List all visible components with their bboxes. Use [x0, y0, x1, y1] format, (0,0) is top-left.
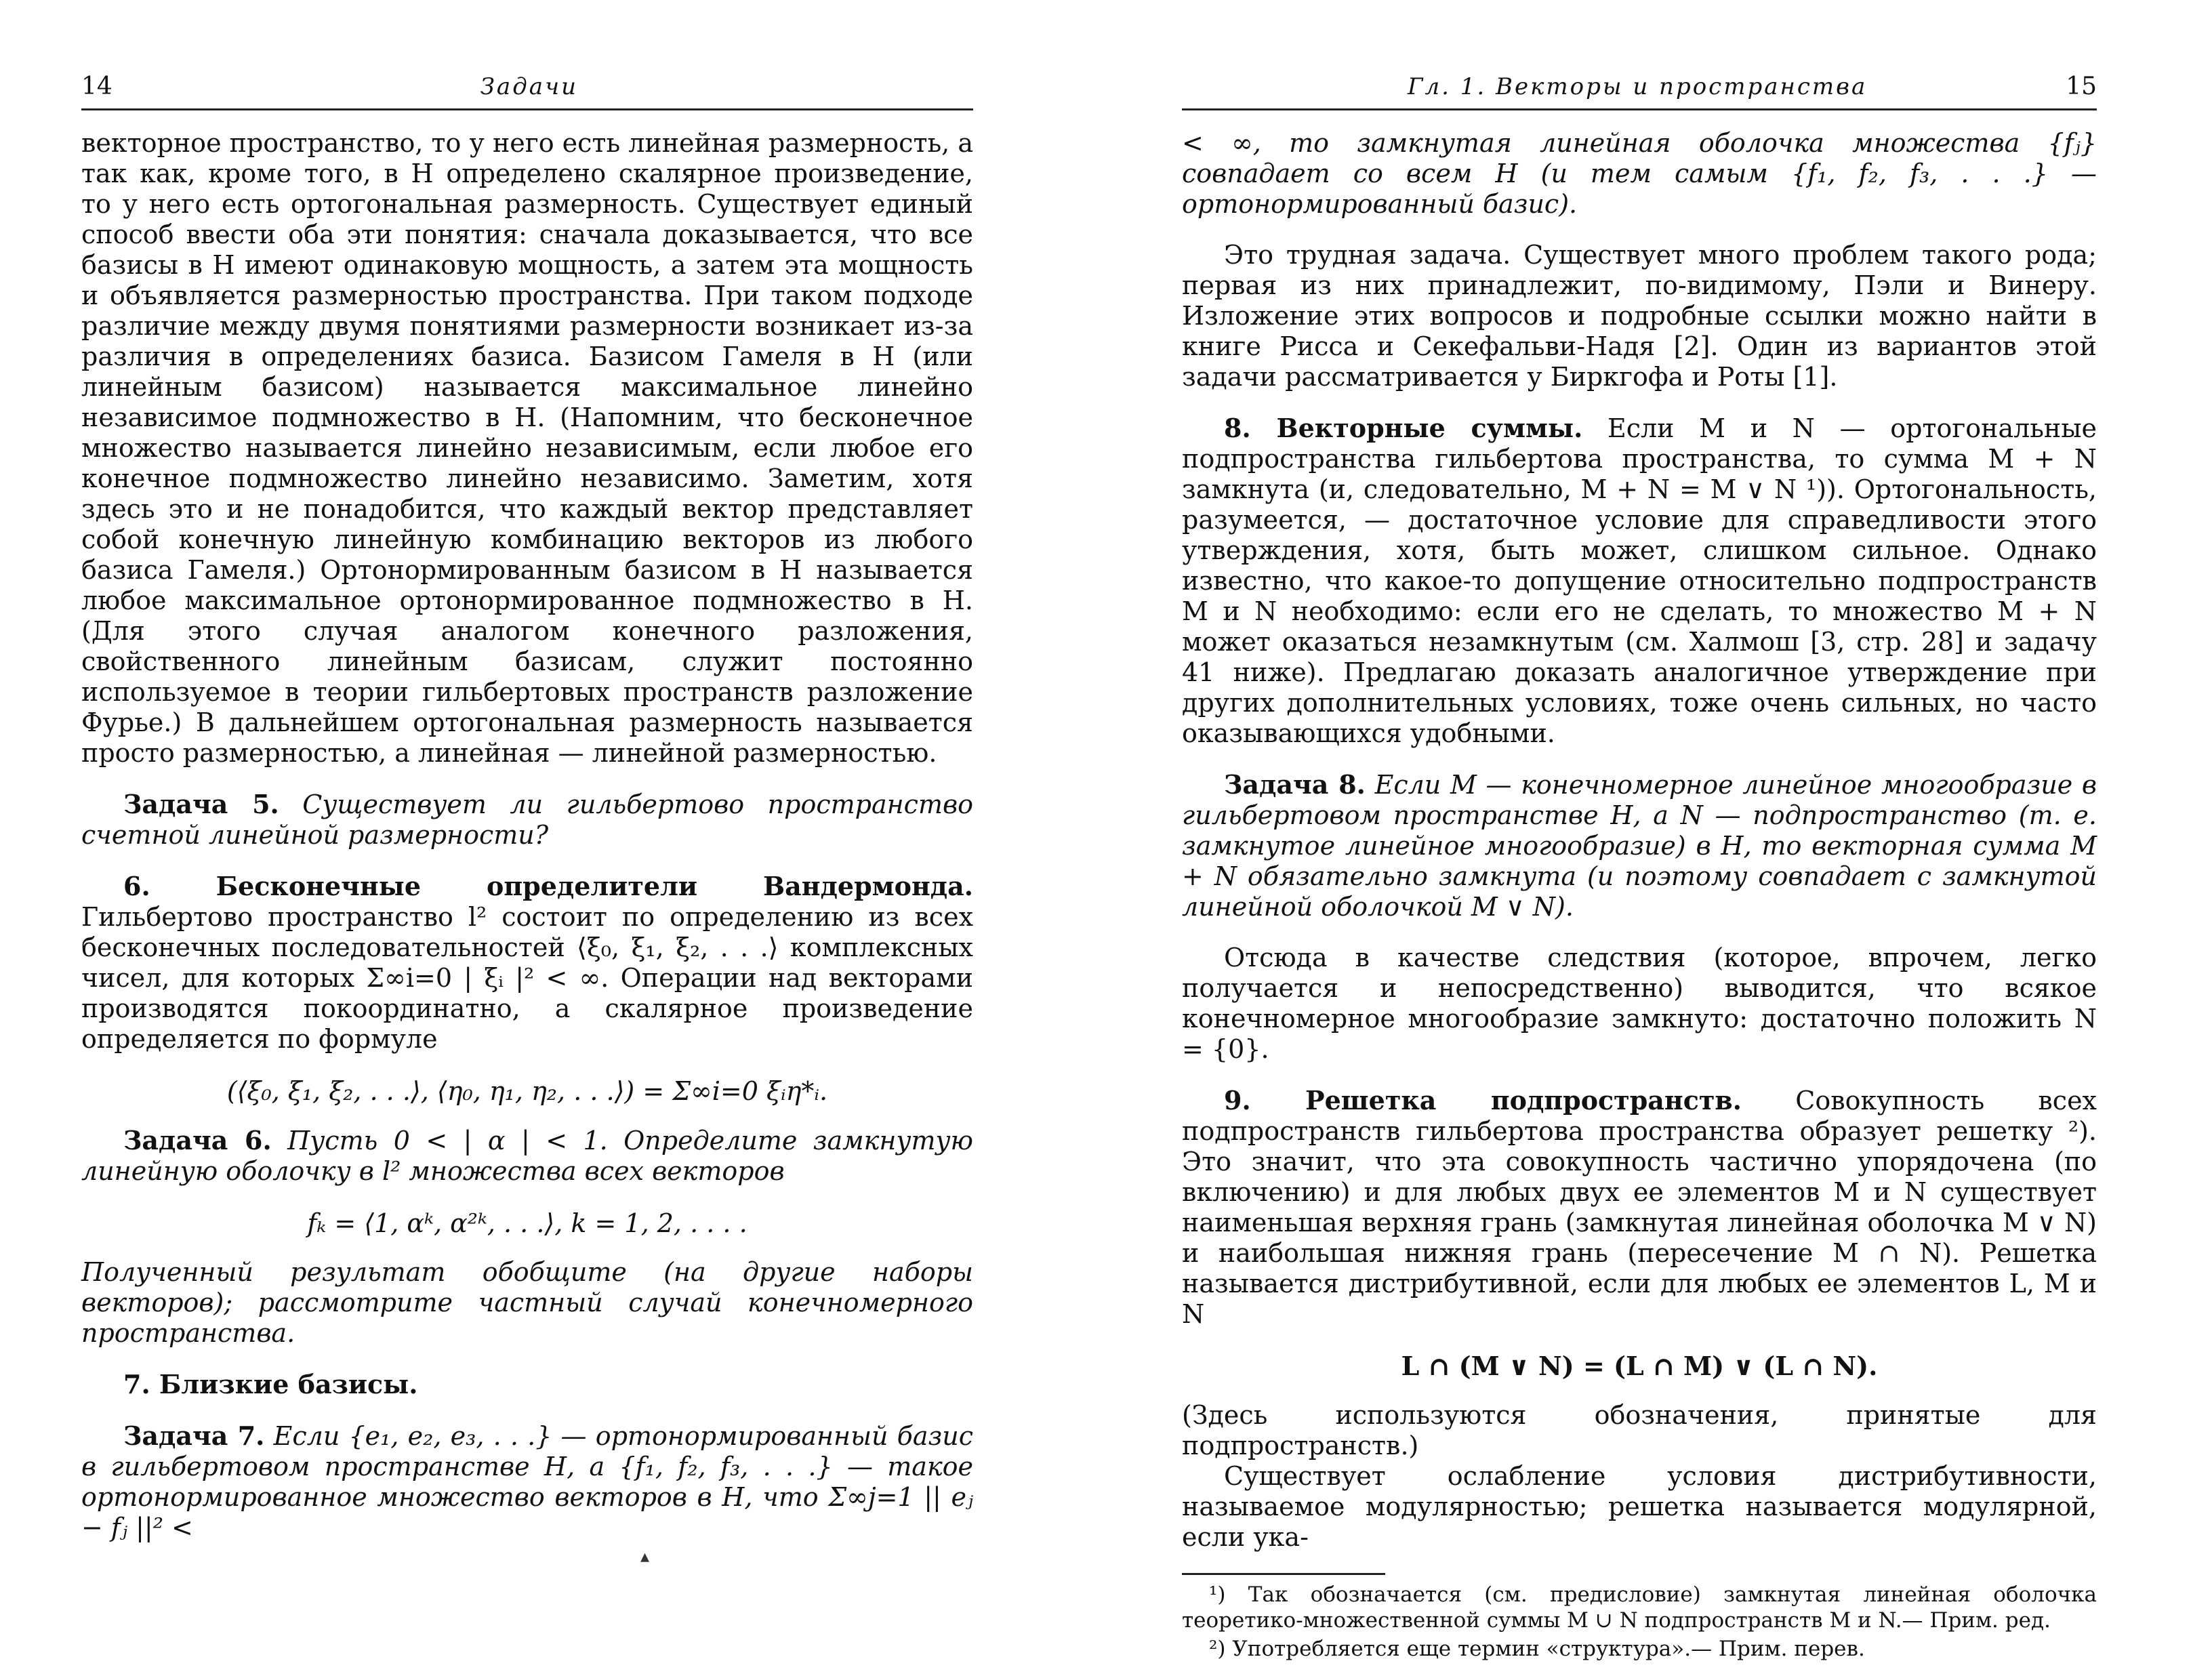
paragraph-notation: (Здесь используются обозначения, принятые для подпространств.) — [1182, 1400, 2097, 1460]
problem-5-label: Задача 5. — [123, 789, 279, 819]
problem-7-text: Если {e₁, e₂, e₃, . . .} — ортонормированный базис в гильбертовом пространстве H, а {f₁, f₂, f₃, . . .} — такое ортонормированное множество векторов в H, что Σ∞j=1 || eⱼ − fⱼ ||² < — [81, 1421, 974, 1542]
footnote-2: ²) Употребляется еще термин «структура».— Прим. перев. — [1209, 1637, 1865, 1661]
paragraph-corollary: Отсюда в качестве следствия (которое, впрочем, легко получается и непосредственно) выводится, что всякое конечномерное многообразие замкнуто: достаточно положить N = {0}. — [1182, 943, 2097, 1064]
section-6-heading: 6. Бесконечные определители Вандермонда. — [123, 871, 973, 901]
problem-7 — [81, 1420, 973, 1543]
left-page-number: 14 — [81, 73, 112, 100]
print-speck: ▴ — [640, 1547, 650, 1567]
section-9-text: Совокупность всех подпространств гильбертова пространства образует решетку ²). Это значит, что эта совокупность частично упорядочена (по включению) и для любых двух ее элементов M и N существует наименьшая верхняя грань (замкнутая линейная оболочка M ∨ N) и наибольшая нижняя грань (пересечение M ∩ N). Решетка называется дистрибутивной, если для любых ее элементов L, M и N — [1182, 1086, 2097, 1329]
inner-product-formula: (⟨ξ₀, ξ₁, ξ₂, . . .⟩, ⟨η₀, η₁, η₂, . . .⟩) = Σ∞i=0 ξᵢη*ᵢ. — [226, 1076, 828, 1106]
section-9 — [1182, 1085, 2097, 1330]
section-8-text: Если M и N — ортогональные подпространства гильбертова пространства, то сумма M + N замкнута (и, следовательно, M + N = M ∨ N ¹)). Ортогональность, разумеется, — достаточное условие для справедливости этого утверждения, хотя, быть может, слишком сильное. Однако известно, что какое-то допущение относительно подпространств M и N необходимо: если его не сделать, то множество M + N может оказаться незамкнутым (см. Халмош [3, стр. 28] и задачу 41 ниже). Предлагаю доказать аналогичное утверждение при других дополнительных условиях, тоже очень сильных, но часто оказывающихся удобными. — [1182, 413, 2097, 748]
section-8 — [1182, 413, 2097, 749]
section-9-heading: 9. Решетка подпространств. — [1224, 1085, 1742, 1116]
problem-8 — [1182, 769, 2097, 922]
paragraph-dimension: векторное пространство, то у него есть линейная размерность, а так как, кроме того, в H определено скалярное произведение, то у него есть ортогональная размерность. Существует единый способ ввести оба эти понятия: сначала доказывается, что все базисы в H имеют одинаковую мощность, а затем эта мощность и объявляется размерностью пространства. При таком подходе различие между двумя понятиями размерности возникает из-за различия в определениях базиса. Базисом Гамеля в H (или линейным базисом) называется максимальное линейно независимое подмножество в H. (Напомним, что бесконечное множество называется линейно независимым, если любое его конечное подмножество линейно независимо. Заметим, хотя здесь это и не понадобится, что каждый вектор представляет собой конечную линейную комбинацию векторов из любого базиса Гамеля.) Ортонормированным базисом в H называется любое максимальное ортонормированное подмножество в H. (Для этого случая аналогом конечного разложения, свойственного линейным базисам, служит постоянно используемое в теории гильбертовых пространств разложение Фурье.) В дальнейшем ортогональная размерность называется просто размерностью, а линейная — линейной размерностью. — [81, 128, 973, 768]
left-running-head — [81, 68, 973, 110]
problem-6-continuation: Полученный результат обобщите (на другие наборы векторов); рассмотрите частный случай конечномерного пространства. — [81, 1257, 973, 1348]
problem-6 — [81, 1125, 973, 1187]
problem-6-text: Пусть 0 < | α | < 1. Определите замкнутую линейную оболочку в l² множества всех векторов — [81, 1126, 973, 1186]
section-8-heading: 8. Векторные суммы. — [1224, 413, 1583, 443]
section-6-text: Гильбертово пространство l² состоит по определению из всех бесконечных последовательностей ⟨ξ₀, ξ₁, ξ₂, . . .⟩ комплексных чисел, для которых Σ∞i=0 | ξᵢ |² < ∞. Операции над векторами производятся покоординатно, а скалярное произведение определяется по формуле — [81, 902, 973, 1054]
right-page — [1106, 0, 2212, 1678]
distributive-formula: L ∩ (M ∨ N) = (L ∩ M) ∨ (L ∩ N). — [1401, 1351, 1878, 1381]
section-7 — [81, 1369, 973, 1400]
problem-5 — [81, 789, 973, 851]
problem-7-continuation: < ∞, то замкнутая линейная оболочка множества {fⱼ} совпадает со всем H (и тем самым {f₁, f₂, f₃, . . .} — ортонормированный базис). — [1182, 128, 2097, 219]
section-6 — [81, 871, 973, 1055]
right-running-head — [1182, 68, 2097, 110]
problem-5-text: Существует ли гильбертово пространство счетной линейной размерности? — [81, 790, 973, 850]
footnote-1: ¹) Так обозначается (см. предисловие) замкнутая линейная оболочка теоретико-множественной суммы M ∪ N подпространств M и N.— Прим. ред. — [1182, 1582, 2097, 1633]
problem-8-text: Если M — конечномерное линейное многообразие в гильбертовом пространстве H, а N — подпространство (т. е. замкнутое линейное многообразие) в H, то векторная сумма M + N обязательно замкнута (и поэтому совпадает с замкнутой линейной оболочкой M ∨ N). — [1182, 770, 2097, 922]
footnote-rule — [1182, 1573, 1385, 1575]
right-page-number: 15 — [2066, 73, 2097, 100]
problem-8-label: Задача 8. — [1224, 769, 1366, 800]
section-7-heading: 7. Близкие базисы. — [123, 1369, 418, 1399]
problem-6-label: Задача 6. — [123, 1125, 272, 1155]
vector-family-formula: fₖ = ⟨1, αᵏ, α²ᵏ, . . .⟩, k = 1, 2, . . . . — [307, 1208, 747, 1238]
paragraph-hard-problem: Это трудная задача. Существует много проблем такого рода; первая из них принадлежит, по-видимому, Пэли и Винеру. Изложение этих вопросов и подробные ссылки можно найти в книге Рисса и Секефальви-Надя [2]. Один из вариантов этой задачи рассматривается у Биркгофа и Роты [1]. — [1182, 240, 2097, 392]
problem-7-label: Задача 7. — [123, 1420, 265, 1451]
paragraph-modular: Существует ослабление условия дистрибутивности, называемое модулярностью; решетка называется модулярной, если ука- — [1182, 1461, 2097, 1552]
right-running-title: Гл. 1. Векторы и пространства — [1407, 73, 1868, 100]
left-running-title: Задачи — [480, 73, 579, 100]
